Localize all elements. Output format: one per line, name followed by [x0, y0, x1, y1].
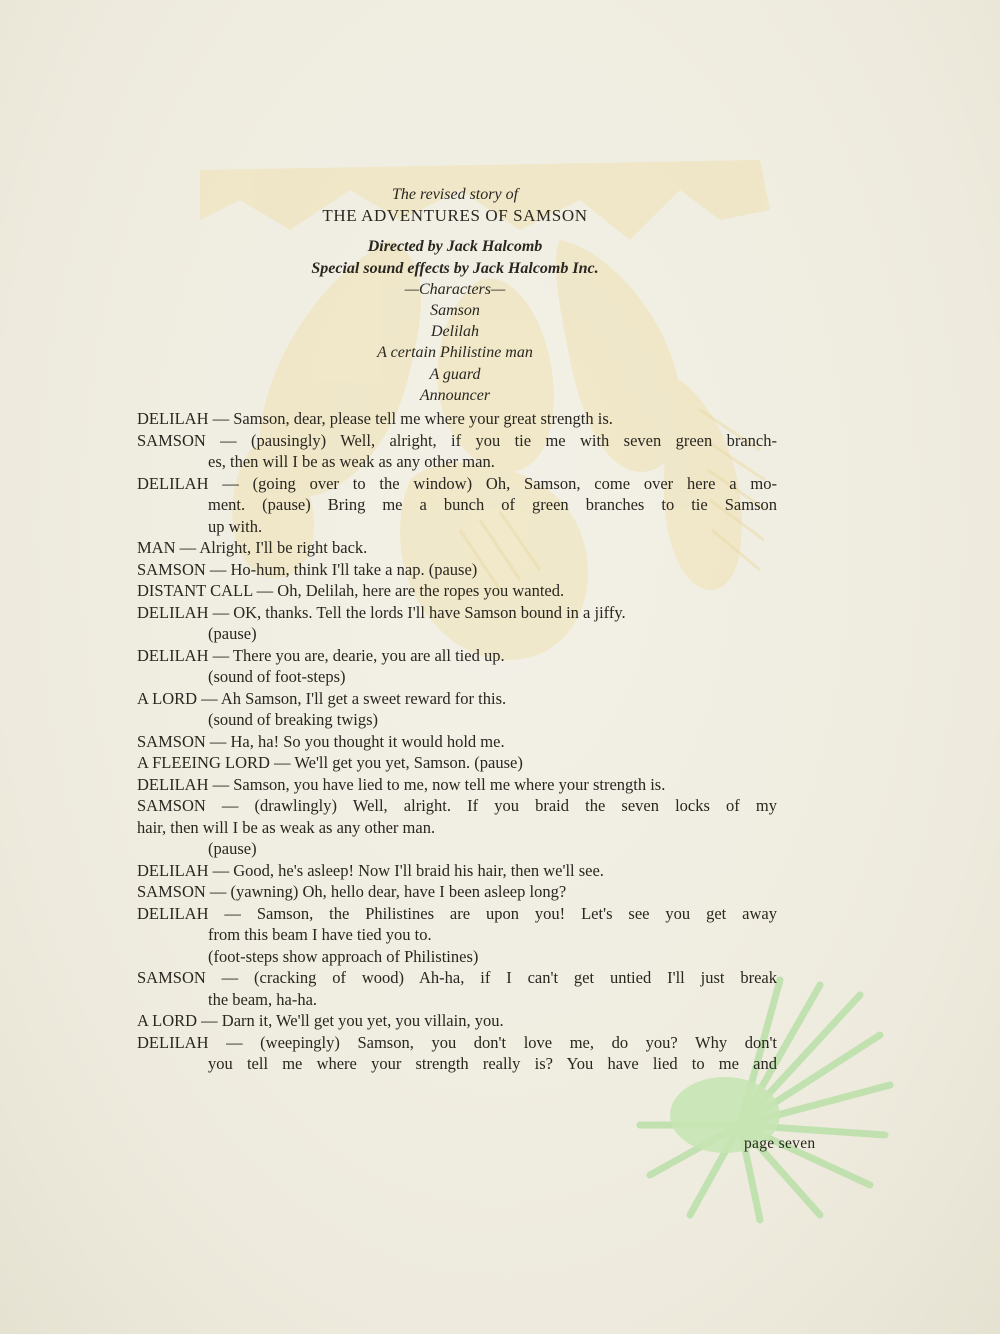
- script-line: hair, then will I be as weak as any other man.: [137, 817, 436, 837]
- script-line: SAMSON — Ha, ha! So you thought it would hold me.: [137, 731, 505, 751]
- stage-direction: (foot-steps show approach of Philistines): [208, 946, 479, 966]
- script-line: SAMSON — (cracking of wood) Ah-ha, if I can't get untied I'll just break: [137, 968, 777, 987]
- script-line: from this beam I have tied you to.: [208, 925, 432, 944]
- script-line: DELILAH — (weepingly) Samson, you don't love me, do you? Why don't: [137, 1032, 777, 1052]
- page-number: page seven: [744, 1135, 816, 1152]
- script-line: es, then will I be as weak as any other man.: [208, 452, 495, 471]
- sound-credit: Special sound effects by Jack Halcomb Inc.: [311, 259, 599, 277]
- script-line: DISTANT CALL — Oh, Delilah, here are the ropes you wanted.: [137, 581, 565, 600]
- stage-direction: (pause): [208, 624, 257, 643]
- script-line: DELILAH — Good, he's asleep! Now I'll braid his hair, then we'll see.: [137, 860, 604, 880]
- stage-direction: (sound of breaking twigs): [208, 710, 379, 729]
- script-line: DELILAH — Samson, dear, please tell me where your great strength is.: [137, 409, 613, 428]
- script-line: DELILAH — (going over to the window) Oh, Samson, come over here a mo-: [137, 473, 777, 493]
- character-name: A guard: [429, 365, 481, 383]
- script-line: ment. (pause) Bring me a bunch of green branches to tie Samson: [208, 495, 777, 514]
- character-name: Announcer: [419, 386, 491, 404]
- spacer: [135, 226, 775, 236]
- script-line: DELILAH — There you are, dearie, you are all tied up.: [137, 645, 505, 665]
- script-line: DELILAH — Samson, the Philistines are upon you! Let's see you get away: [137, 903, 777, 923]
- script-line: A LORD — Darn it, We'll get you yet, you villain, you.: [137, 1011, 504, 1030]
- stage-direction: (pause): [208, 839, 257, 858]
- script-line: SAMSON — (yawning) Oh, hello dear, have I been asleep long?: [137, 882, 567, 901]
- script-line: you tell me where your strength really is? You have lied to me and: [208, 1054, 777, 1073]
- subtitle: The revised story of: [391, 186, 519, 203]
- script-line: A FLEEING LORD — We'll get you yet, Samson. (pause): [137, 753, 523, 772]
- character-name: Delilah: [431, 323, 479, 341]
- script-line: A LORD — Ah Samson, I'll get a sweet reward for this.: [137, 688, 507, 708]
- page-title: THE ADVENTURES OF SAMSON: [322, 206, 588, 226]
- script-line: DELILAH — Samson, you have lied to me, now tell me where your strength is.: [137, 774, 666, 794]
- script-line: DELILAH — OK, thanks. Tell the lords I'll have Samson bound in a jiffy.: [137, 602, 626, 622]
- script-line: SAMSON — Ho-hum, think I'll take a nap. (pause): [137, 559, 478, 579]
- script-line: up with.: [208, 516, 263, 536]
- character-name: Samson: [430, 301, 480, 319]
- script-line: MAN — Alright, I'll be right back.: [137, 538, 368, 557]
- script-line: SAMSON — (drawlingly) Well, alright. If you braid the seven locks of my: [137, 796, 777, 815]
- script-line: the beam, ha-ha.: [208, 989, 318, 1009]
- stage-direction: (sound of foot-steps): [208, 667, 346, 686]
- title-block: [135, 184, 775, 406]
- script-body: [137, 408, 777, 1075]
- director-credit: Directed by Jack Halcomb: [367, 238, 543, 256]
- characters-heading: —Characters—: [404, 280, 506, 298]
- character-name: A certain Philistine man: [377, 344, 533, 362]
- script-line: SAMSON — (pausingly) Well, alright, if you tie me with seven green branch-: [137, 430, 777, 450]
